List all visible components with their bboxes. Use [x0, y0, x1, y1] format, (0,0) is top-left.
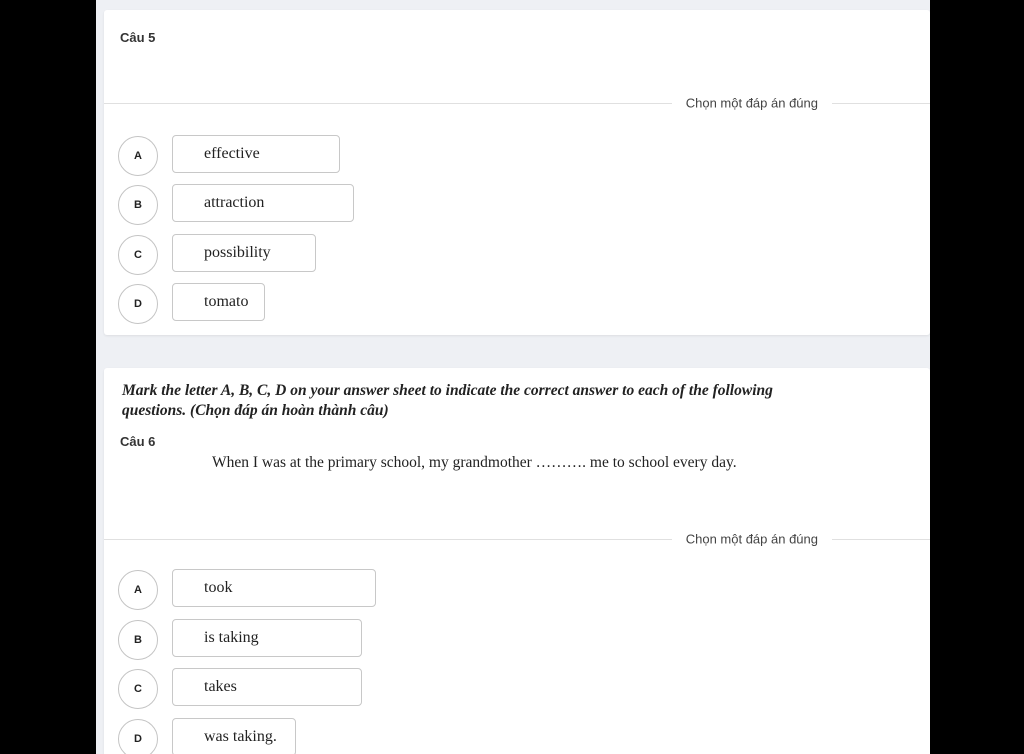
instruction-text: Mark the letter A, B, C, D on your answer sheet to indicate the correct answer to each of the following questions. (Chọn đáp án hoàn thành câu) [122, 382, 773, 419]
option-text-d[interactable]: was taking. [172, 718, 296, 754]
option-text-a[interactable]: effective [172, 135, 340, 173]
divider [104, 531, 930, 547]
option-letter-a[interactable]: A [118, 570, 158, 610]
question-number: Câu 5 [120, 30, 156, 45]
option-letter-b[interactable]: B [118, 185, 158, 225]
option-text-d[interactable]: tomato [172, 283, 265, 321]
choose-answer-label: Chọn một đáp án đúng [672, 532, 832, 547]
question-text: When I was at the primary school, my grandmother ………. me to school every day. [212, 454, 737, 471]
option-letter-a[interactable]: A [118, 136, 158, 176]
option-text-c[interactable]: possibility [172, 234, 316, 272]
question-card-5 [104, 10, 930, 335]
option-text-c[interactable]: takes [172, 668, 362, 706]
quiz-page [96, 0, 930, 754]
question-card-6 [104, 368, 930, 754]
option-letter-d[interactable]: D [118, 284, 158, 324]
question-number: Câu 6 [120, 434, 156, 449]
option-text-a[interactable]: took [172, 569, 376, 607]
divider [104, 95, 930, 111]
option-letter-c[interactable]: C [118, 669, 158, 709]
choose-answer-label: Chọn một đáp án đúng [672, 96, 832, 111]
option-text-b[interactable]: is taking [172, 619, 362, 657]
option-text-b[interactable]: attraction [172, 184, 354, 222]
option-letter-b[interactable]: B [118, 620, 158, 660]
option-letter-d[interactable]: D [118, 719, 158, 754]
option-letter-c[interactable]: C [118, 235, 158, 275]
